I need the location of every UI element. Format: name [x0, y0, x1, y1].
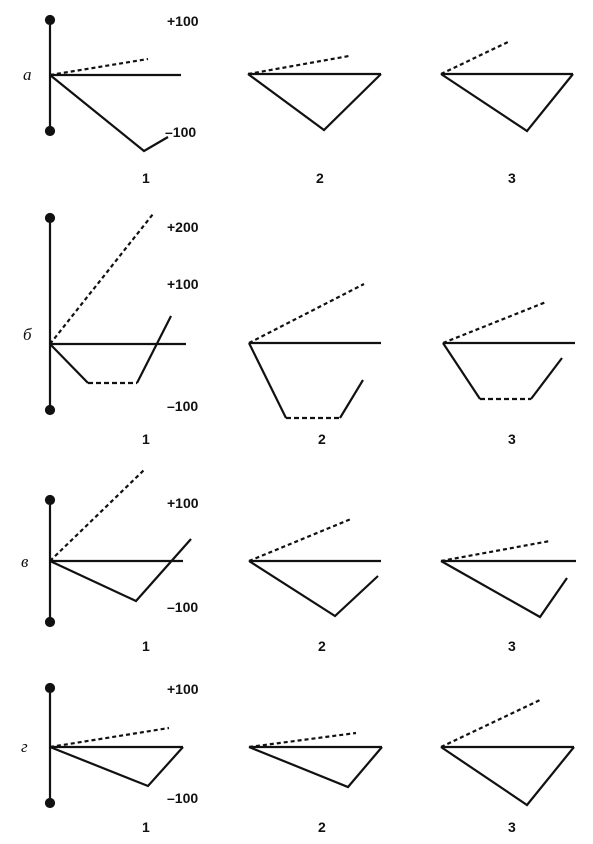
row-g-panel-1 — [50, 728, 183, 786]
row-b-scale-bottom: –100 — [167, 398, 199, 414]
row-g-scale-bottom: –100 — [167, 790, 199, 806]
row-v-panel-1 — [50, 470, 191, 601]
row-g-panel-3 — [441, 700, 574, 805]
row-b — [46, 214, 575, 418]
row-v-panel-3-label: 3 — [508, 638, 516, 654]
row-v-panel-2 — [249, 519, 381, 616]
row-a-axis-top-dot — [46, 16, 54, 24]
row-v-axis-top-dot — [46, 496, 54, 504]
row-v-letter: в — [21, 552, 29, 571]
row-g-axis-top-dot — [46, 684, 54, 692]
row-v-scale-bottom: –100 — [167, 599, 199, 615]
row-v-panel-3 — [441, 541, 576, 617]
row-g-panel-3-label: 3 — [508, 819, 516, 835]
row-b-panel-3-label: 3 — [508, 431, 516, 447]
row-a-panel-2-label: 2 — [316, 170, 324, 186]
row-a-panel-3 — [441, 42, 573, 131]
row-a-axis-bottom-dot — [46, 127, 54, 135]
row-g-axis-bottom-dot — [46, 799, 54, 807]
row-a — [46, 16, 573, 151]
row-b-axis-bottom-dot — [46, 406, 54, 414]
row-v-axis-bottom-dot — [46, 618, 54, 626]
row-a-panel-3-label: 3 — [508, 170, 516, 186]
row-a-letter: а — [23, 65, 32, 84]
row-v — [46, 470, 576, 626]
row-b-axis-top-dot — [46, 214, 54, 222]
row-b-panel-2-label: 2 — [318, 431, 326, 447]
row-b-panel-3 — [443, 302, 575, 399]
row-a-scale-bottom: –100 — [165, 124, 197, 140]
row-b-panel-2 — [249, 284, 381, 418]
row-b-scale-top: +200 — [167, 219, 199, 235]
row-a-panel-1 — [50, 59, 181, 151]
row-a-panel-1-label: 1 — [142, 170, 150, 186]
row-b-scale-mid: +100 — [167, 276, 199, 292]
row-g-letter: г — [21, 737, 28, 756]
row-a-panel-2 — [248, 56, 381, 130]
row-v-scale-top: +100 — [167, 495, 199, 511]
row-v-panel-1-label: 1 — [142, 638, 150, 654]
row-g-panel-2-label: 2 — [318, 819, 326, 835]
row-g — [46, 684, 574, 807]
row-b-panel-1 — [50, 214, 186, 383]
row-b-letter: б — [23, 325, 32, 344]
row-b-panel-1-label: 1 — [142, 431, 150, 447]
row-a-scale-top: +100 — [167, 13, 199, 29]
row-v-panel-2-label: 2 — [318, 638, 326, 654]
row-g-scale-top: +100 — [167, 681, 199, 697]
row-g-panel-1-label: 1 — [142, 819, 150, 835]
row-g-panel-2 — [249, 733, 382, 787]
